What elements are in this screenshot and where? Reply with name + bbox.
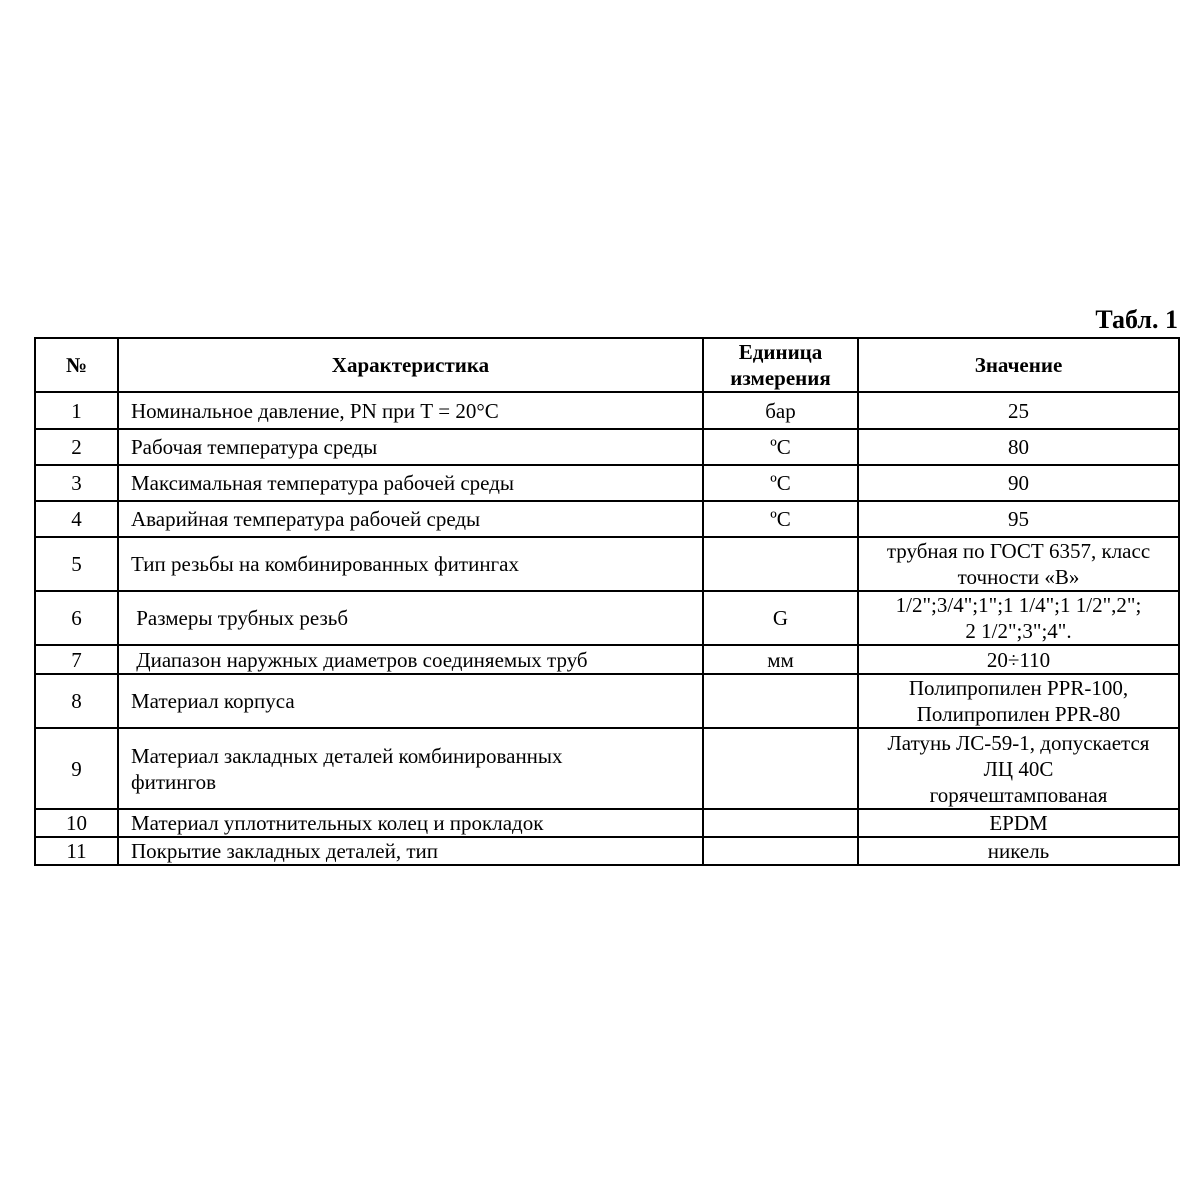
row-value-line: Латунь ЛС-59-1, допускается [887, 730, 1150, 755]
row-characteristic: Размеры трубных резьб [118, 591, 703, 645]
table-header-row [35, 338, 1179, 392]
row-value-line: 1/2";3/4";1";1 1/4";1 1/2",2"; [895, 593, 1142, 617]
row-unit [703, 809, 858, 837]
row-num: 4 [35, 501, 118, 537]
header-unit [703, 338, 858, 392]
row-unit: бар [703, 392, 858, 429]
row-value: 90 [858, 465, 1179, 501]
row-unit [703, 674, 858, 728]
row-value-line: трубная по ГОСТ 6357, класс [886, 539, 1151, 563]
header-characteristic: Характеристика [118, 338, 703, 392]
row-unit: G [703, 591, 858, 645]
table-row [35, 429, 1179, 465]
row-num: 9 [35, 728, 118, 809]
row-num: 6 [35, 591, 118, 645]
row-value-line: горячештампованая [929, 782, 1108, 807]
table-row [35, 591, 1179, 645]
row-unit: ºС [703, 429, 858, 465]
table-row [35, 837, 1179, 865]
row-num: 5 [35, 537, 118, 591]
row-value [858, 537, 1179, 591]
row-value-line: ЛЦ 40С [983, 756, 1054, 781]
row-characteristic-line: фитингов [131, 769, 217, 794]
row-num: 3 [35, 465, 118, 501]
row-value: 20÷110 [858, 645, 1179, 674]
row-num: 2 [35, 429, 118, 465]
row-value [858, 728, 1179, 809]
table-row [35, 392, 1179, 429]
specification-table [34, 337, 1180, 866]
row-num: 1 [35, 392, 118, 429]
row-value-line: 2 1/2";3";4". [965, 619, 1072, 643]
row-num: 7 [35, 645, 118, 674]
row-characteristic [118, 728, 703, 809]
row-unit: ºС [703, 465, 858, 501]
row-characteristic: Материал корпуса [118, 674, 703, 728]
row-num: 11 [35, 837, 118, 865]
row-unit: ºС [703, 501, 858, 537]
row-characteristic: Номинальное давление, PN при Т = 20°С [118, 392, 703, 429]
row-characteristic: Рабочая температура среды [118, 429, 703, 465]
row-characteristic-line: Материал закладных деталей комбинированных [131, 743, 563, 768]
table-row [35, 537, 1179, 591]
header-unit-line1: Единица [738, 340, 823, 364]
row-value-line: точности «В» [957, 565, 1080, 589]
header-num: № [35, 338, 118, 392]
row-characteristic: Тип резьбы на комбинированных фитингах [118, 537, 703, 591]
table-caption: Табл. 1 [1095, 305, 1178, 334]
row-characteristic: Покрытие закладных деталей, тип [118, 837, 703, 865]
row-value-line: Полипропилен PPR-80 [916, 702, 1121, 726]
row-characteristic: Аварийная температура рабочей среды [118, 501, 703, 537]
row-characteristic: Максимальная температура рабочей среды [118, 465, 703, 501]
row-unit [703, 837, 858, 865]
header-unit-line2: измерения [730, 366, 831, 390]
row-value: 80 [858, 429, 1179, 465]
row-value-line: Полипропилен PPR-100, [908, 676, 1129, 700]
row-unit: мм [703, 645, 858, 674]
table-row [35, 465, 1179, 501]
row-characteristic: Диапазон наружных диаметров соединяемых труб [118, 645, 703, 674]
row-value: 25 [858, 392, 1179, 429]
table-row [35, 501, 1179, 537]
table-row [35, 645, 1179, 674]
table-row [35, 728, 1179, 809]
table-row [35, 809, 1179, 837]
row-characteristic: Материал уплотнительных колец и прокладок [118, 809, 703, 837]
row-value: никель [858, 837, 1179, 865]
row-value: EPDM [858, 809, 1179, 837]
row-value [858, 674, 1179, 728]
row-unit [703, 728, 858, 809]
row-value [858, 591, 1179, 645]
row-value: 95 [858, 501, 1179, 537]
table-row [35, 674, 1179, 728]
row-unit [703, 537, 858, 591]
header-value: Значение [858, 338, 1179, 392]
row-num: 8 [35, 674, 118, 728]
row-num: 10 [35, 809, 118, 837]
